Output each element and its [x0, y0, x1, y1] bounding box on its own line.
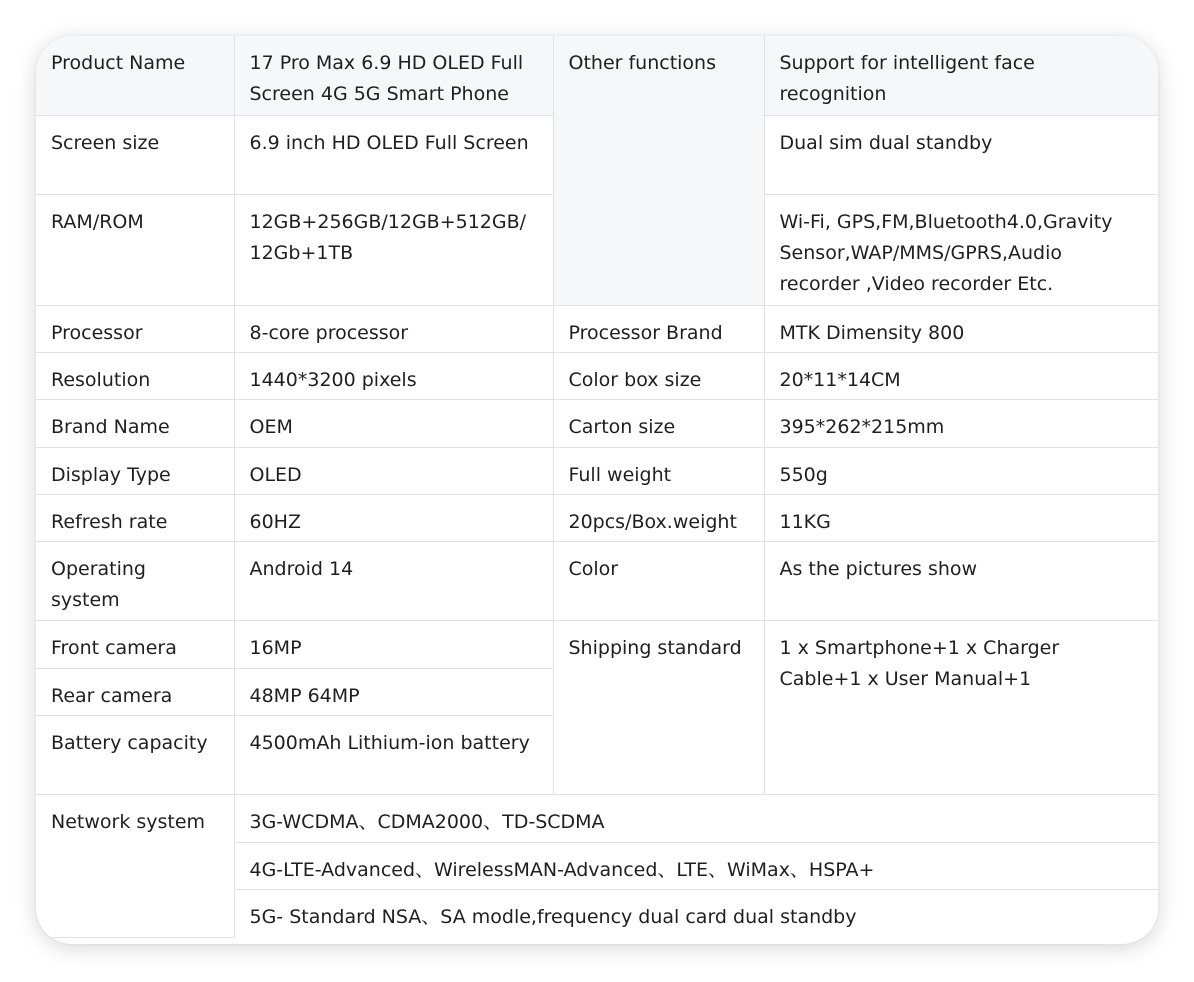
spec-label: Product Name: [36, 36, 234, 115]
spec-value: 60HZ: [234, 494, 553, 541]
spec-label: 20pcs/Box.weight: [553, 494, 764, 541]
spec-value: 12GB+256GB/12GB+512GB/ 12Gb+1TB: [234, 194, 553, 305]
spec-value: 1 x Smartphone+1 x Charger Cable+1 x User Manual+1: [764, 620, 1158, 794]
spec-value: 16MP: [234, 620, 553, 668]
spec-label: Rear camera: [36, 668, 234, 715]
spec-label: Full weight: [553, 447, 764, 494]
spec-value: 3G-WCDMA、CDMA2000、TD-SCDMA: [234, 794, 1158, 842]
table-row: [36, 541, 1158, 620]
spec-value: 6.9 inch HD OLED Full Screen: [234, 115, 553, 194]
table-row: [36, 305, 1158, 352]
spec-label: Screen size: [36, 115, 234, 194]
spec-value: OLED: [234, 447, 553, 494]
spec-label: Battery capacity: [36, 715, 234, 794]
spec-value: 48MP 64MP: [234, 668, 553, 715]
spec-label: Processor Brand: [553, 305, 764, 352]
spec-value: 5G- Standard NSA、SA modle,frequency dual card dual standby: [234, 889, 1158, 937]
spec-value: Dual sim dual standby: [764, 115, 1158, 194]
spec-value: 550g: [764, 447, 1158, 494]
table-row: [36, 352, 1158, 399]
spec-label: Shipping standard: [553, 620, 764, 794]
table-row: [36, 36, 1158, 115]
spec-value: 11KG: [764, 494, 1158, 541]
spec-table: [36, 36, 1158, 938]
spec-value: MTK Dimensity 800: [764, 305, 1158, 352]
spec-value: 4G-LTE-Advanced、WirelessMAN-Advanced、LTE、WiMax、HSPA+: [234, 842, 1158, 889]
spec-value: Support for intelligent face recognition: [764, 36, 1158, 115]
spec-label: Carton size: [553, 399, 764, 447]
spec-label: Front camera: [36, 620, 234, 668]
spec-value: OEM: [234, 399, 553, 447]
spec-value: Wi-Fi, GPS,FM,Bluetooth4.0,Gravity Sensor,WAP/MMS/GPRS,Audio recorder ,Video recorder Etc.: [764, 194, 1158, 305]
spec-value: 8-core processor: [234, 305, 553, 352]
table-row: [36, 399, 1158, 447]
spec-label: RAM/ROM: [36, 194, 234, 305]
spec-value: 17 Pro Max 6.9 HD OLED Full Screen 4G 5G Smart Phone: [234, 36, 553, 115]
table-row: [36, 447, 1158, 494]
spec-label: Resolution: [36, 352, 234, 399]
spec-label: Operating system: [36, 541, 234, 620]
spec-label: Refresh rate: [36, 494, 234, 541]
spec-label: Other functions: [553, 36, 764, 305]
spec-label: Color: [553, 541, 764, 620]
spec-value: As the pictures show: [764, 541, 1158, 620]
spec-label: Network system: [36, 794, 234, 937]
spec-card: [36, 36, 1158, 944]
spec-label: Brand Name: [36, 399, 234, 447]
spec-label: Display Type: [36, 447, 234, 494]
spec-label: Color box size: [553, 352, 764, 399]
table-row: [36, 494, 1158, 541]
spec-value: 395*262*215mm: [764, 399, 1158, 447]
spec-value: 4500mAh Lithium-ion battery: [234, 715, 553, 794]
spec-value: 1440*3200 pixels: [234, 352, 553, 399]
spec-label: Processor: [36, 305, 234, 352]
table-row: [36, 794, 1158, 842]
spec-value: 20*11*14CM: [764, 352, 1158, 399]
table-row: [36, 620, 1158, 668]
spec-value: Android 14: [234, 541, 553, 620]
